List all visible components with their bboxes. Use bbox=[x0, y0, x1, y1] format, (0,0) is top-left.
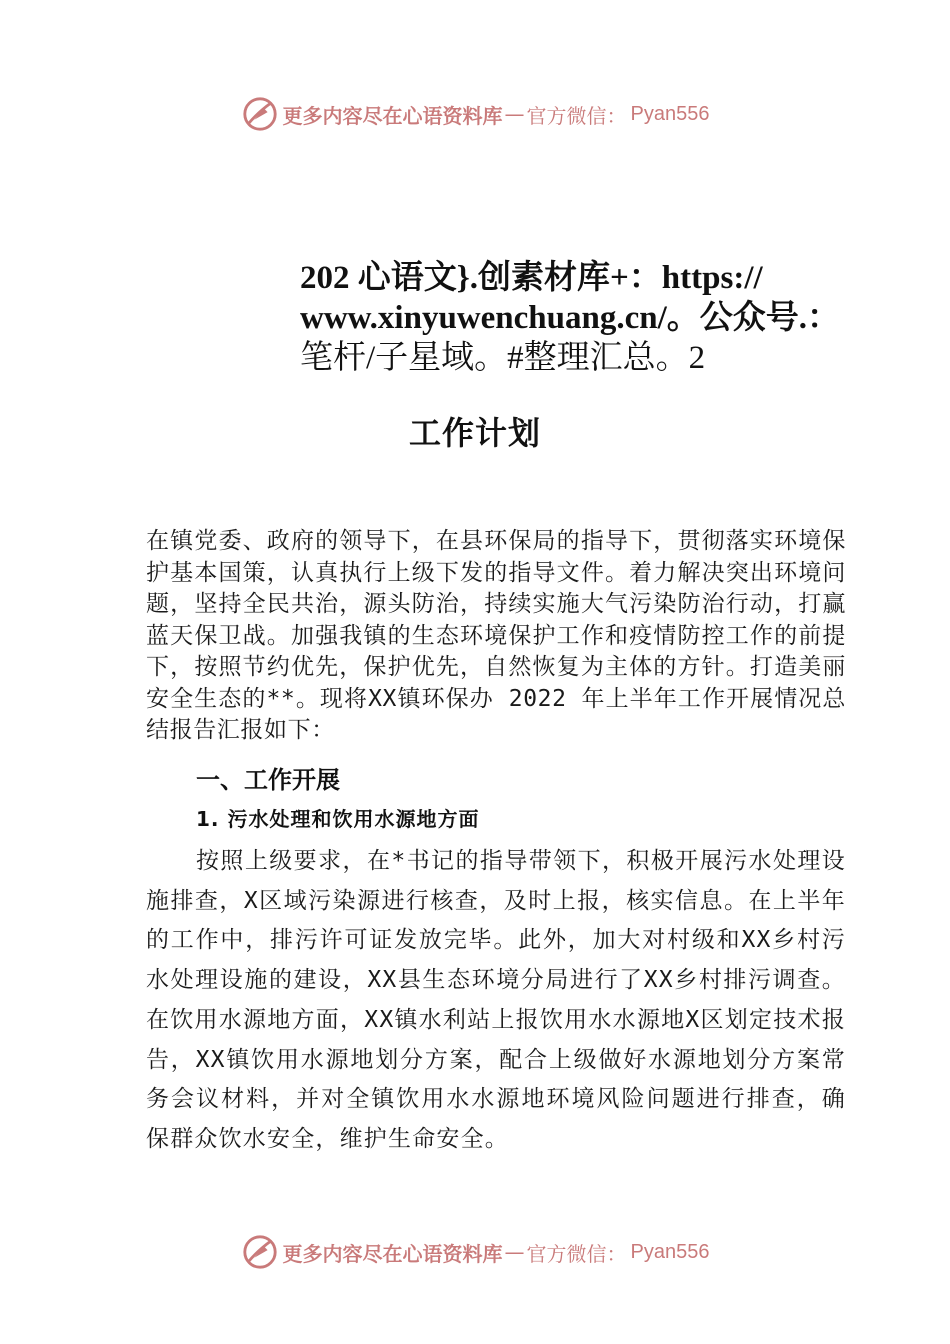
subsection-heading: 1. 污水处理和饮用水源地方面 bbox=[196, 807, 480, 831]
heading-line-3: 笔杆/子星域。#整理汇总。2 bbox=[300, 340, 706, 376]
brush-logo-icon bbox=[241, 95, 279, 133]
banner-sub: 官方微信： bbox=[526, 103, 627, 128]
footer-watermark bbox=[0, 1232, 950, 1272]
heading-line-1: 202 心语文}.创素材库+：https:// bbox=[300, 260, 763, 296]
banner-text: 更多内容尽在心语资料库 bbox=[282, 103, 503, 128]
banner-text: 更多内容尽在心语资料库 bbox=[282, 1241, 503, 1266]
document-title: 工作计划 bbox=[408, 414, 541, 452]
heading-line-2: www.xinyuwenchuang.cn/。公众号.： bbox=[300, 300, 841, 336]
banner-wechat-id: Pyan556 bbox=[630, 102, 710, 125]
intro-paragraph: 在镇党委、政府的领导下，在县环保局的指导下，贯彻落实环境保护基本国策，认真执行上级下发的指导文件。着力解决突出环境问题，坚持全民共治，源头防治，持续实施大气污染防治行动，打赢蓝天保卫战。加强我镇的生态环境保护工作和疫情防控工作的前提下，按照节约优先，保护优先，自然恢复为主体的方针。打造美丽安全生态的**。现将XX镇环保办 2022 年上半年工作开展情况总结报告汇报如下： bbox=[146, 528, 846, 743]
subsection-paragraph: 按照上级要求，在*书记的指导带领下，积极开展污水处理设施排查，X区域污染源进行核查，及时上报，核实信息。在上半年的工作中，排污许可证发放完毕。此外，加大对村级和XX乡村污水处理设施的建设，XX县生态环境分局进行了XX乡村排污调查。在饮用水源地方面，XX镇水利站上报饮用水水源地X区划定技术报告，XX镇饮用水源地划分方案，配合上级做好水源地划分方案常务会议材料，并对全镇饮用水水源地环境风险问题进行排查，确保群众饮水安全，维护生命安全。 bbox=[146, 848, 846, 1152]
banner-wechat-id: Pyan556 bbox=[630, 1240, 710, 1263]
banner-separator: — bbox=[504, 102, 525, 126]
brush-logo-icon bbox=[241, 1233, 279, 1271]
header-watermark bbox=[0, 94, 950, 134]
document-heading-block bbox=[300, 258, 900, 378]
section-heading: 一、工作开展 bbox=[196, 766, 340, 794]
banner-separator: — bbox=[504, 1240, 525, 1264]
banner-sub: 官方微信： bbox=[526, 1241, 627, 1266]
